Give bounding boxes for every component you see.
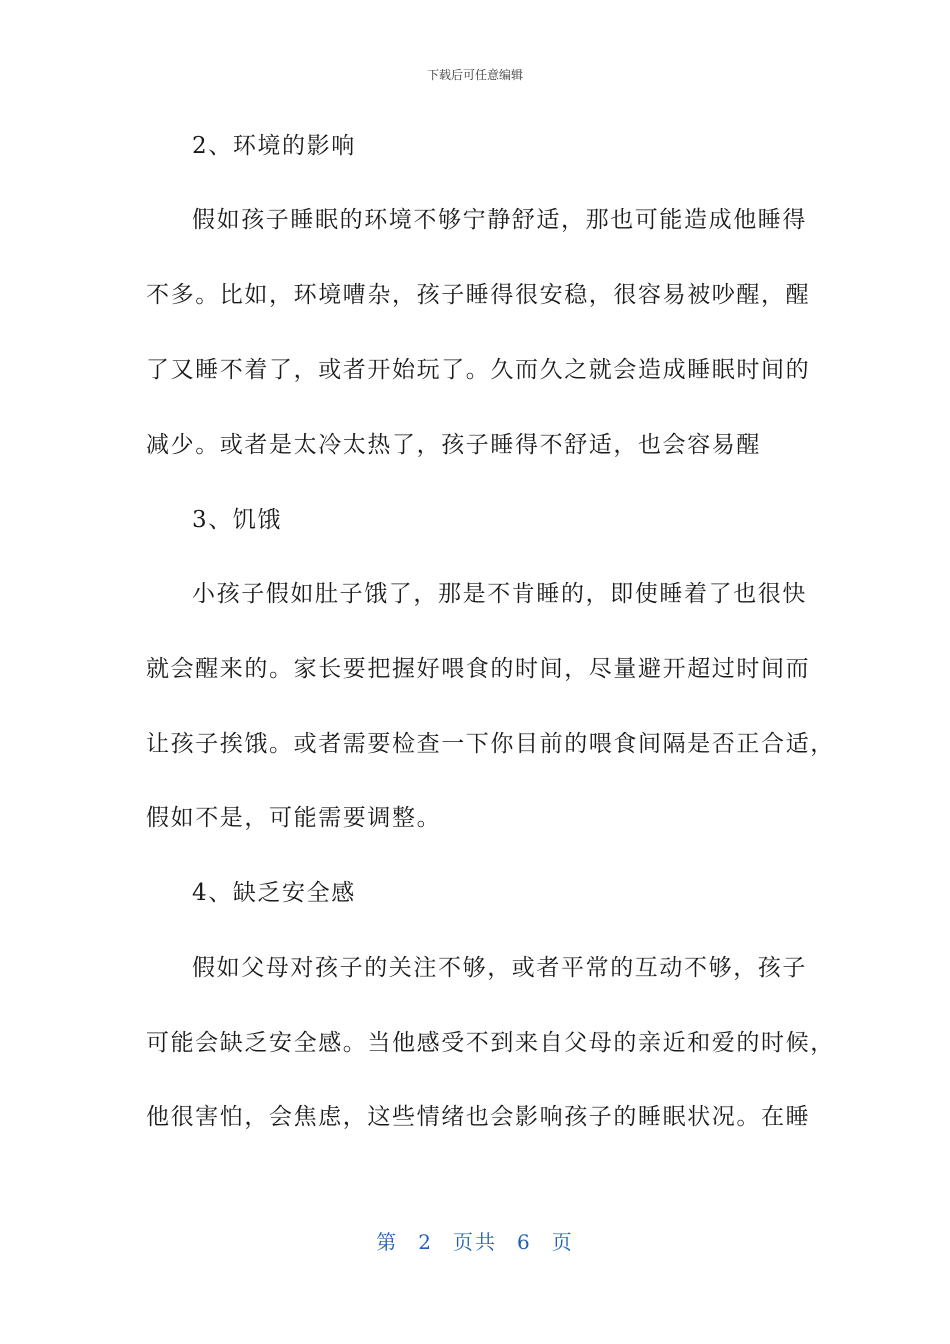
section-heading-hunger: 3、饥饿 xyxy=(192,507,283,533)
paragraph-line: 不多。比如，环境嘈杂，孩子睡得很安稳，很容易被吵醒，醒 xyxy=(146,282,811,308)
paragraph-line: 小孩子假如肚子饿了，那是不肯睡的，即使睡着了也很快 xyxy=(192,581,807,607)
footer-prefix: 第 xyxy=(376,1230,399,1254)
footer-middle: 页共 xyxy=(453,1230,497,1254)
current-page-number: 2 xyxy=(418,1230,433,1254)
section-heading-environment: 2、环境的影响 xyxy=(192,133,356,159)
paragraph-line: 让孩子挨饿。或者需要检查一下你目前的喂食间隔是否正合适， xyxy=(146,731,835,757)
paragraph-line: 可能会缺乏安全感。当他感受不到来自父母的亲近和爱的时候， xyxy=(146,1030,835,1056)
paragraph-line: 了又睡不着了，或者开始玩了。久而久之就会造成睡眠时间的 xyxy=(146,357,811,383)
page-footer xyxy=(0,1226,950,1255)
footer-suffix: 页 xyxy=(551,1230,574,1254)
paragraph-line: 假如不是，可能需要调整。 xyxy=(146,805,442,831)
page-header: 下载后可任意编辑 xyxy=(426,68,523,82)
paragraph-line: 假如父母对孩子的关注不够，或者平常的互动不够，孩子 xyxy=(192,955,807,981)
paragraph-line: 减少。或者是太冷太热了，孩子睡得不舒适，也会容易醒 xyxy=(146,432,761,458)
total-pages-number: 6 xyxy=(517,1230,532,1254)
paragraph-line: 他很害怕，会焦虑，这些情绪也会影响孩子的睡眠状况。在睡 xyxy=(146,1104,811,1130)
section-heading-insecurity: 4、缺乏安全感 xyxy=(192,880,356,906)
paragraph-line: 就会醒来的。家长要把握好喂食的时间，尽量避开超过时间而 xyxy=(146,656,811,682)
paragraph-line: 假如孩子睡眠的环境不够宁静舒适，那也可能造成他睡得 xyxy=(192,207,807,233)
